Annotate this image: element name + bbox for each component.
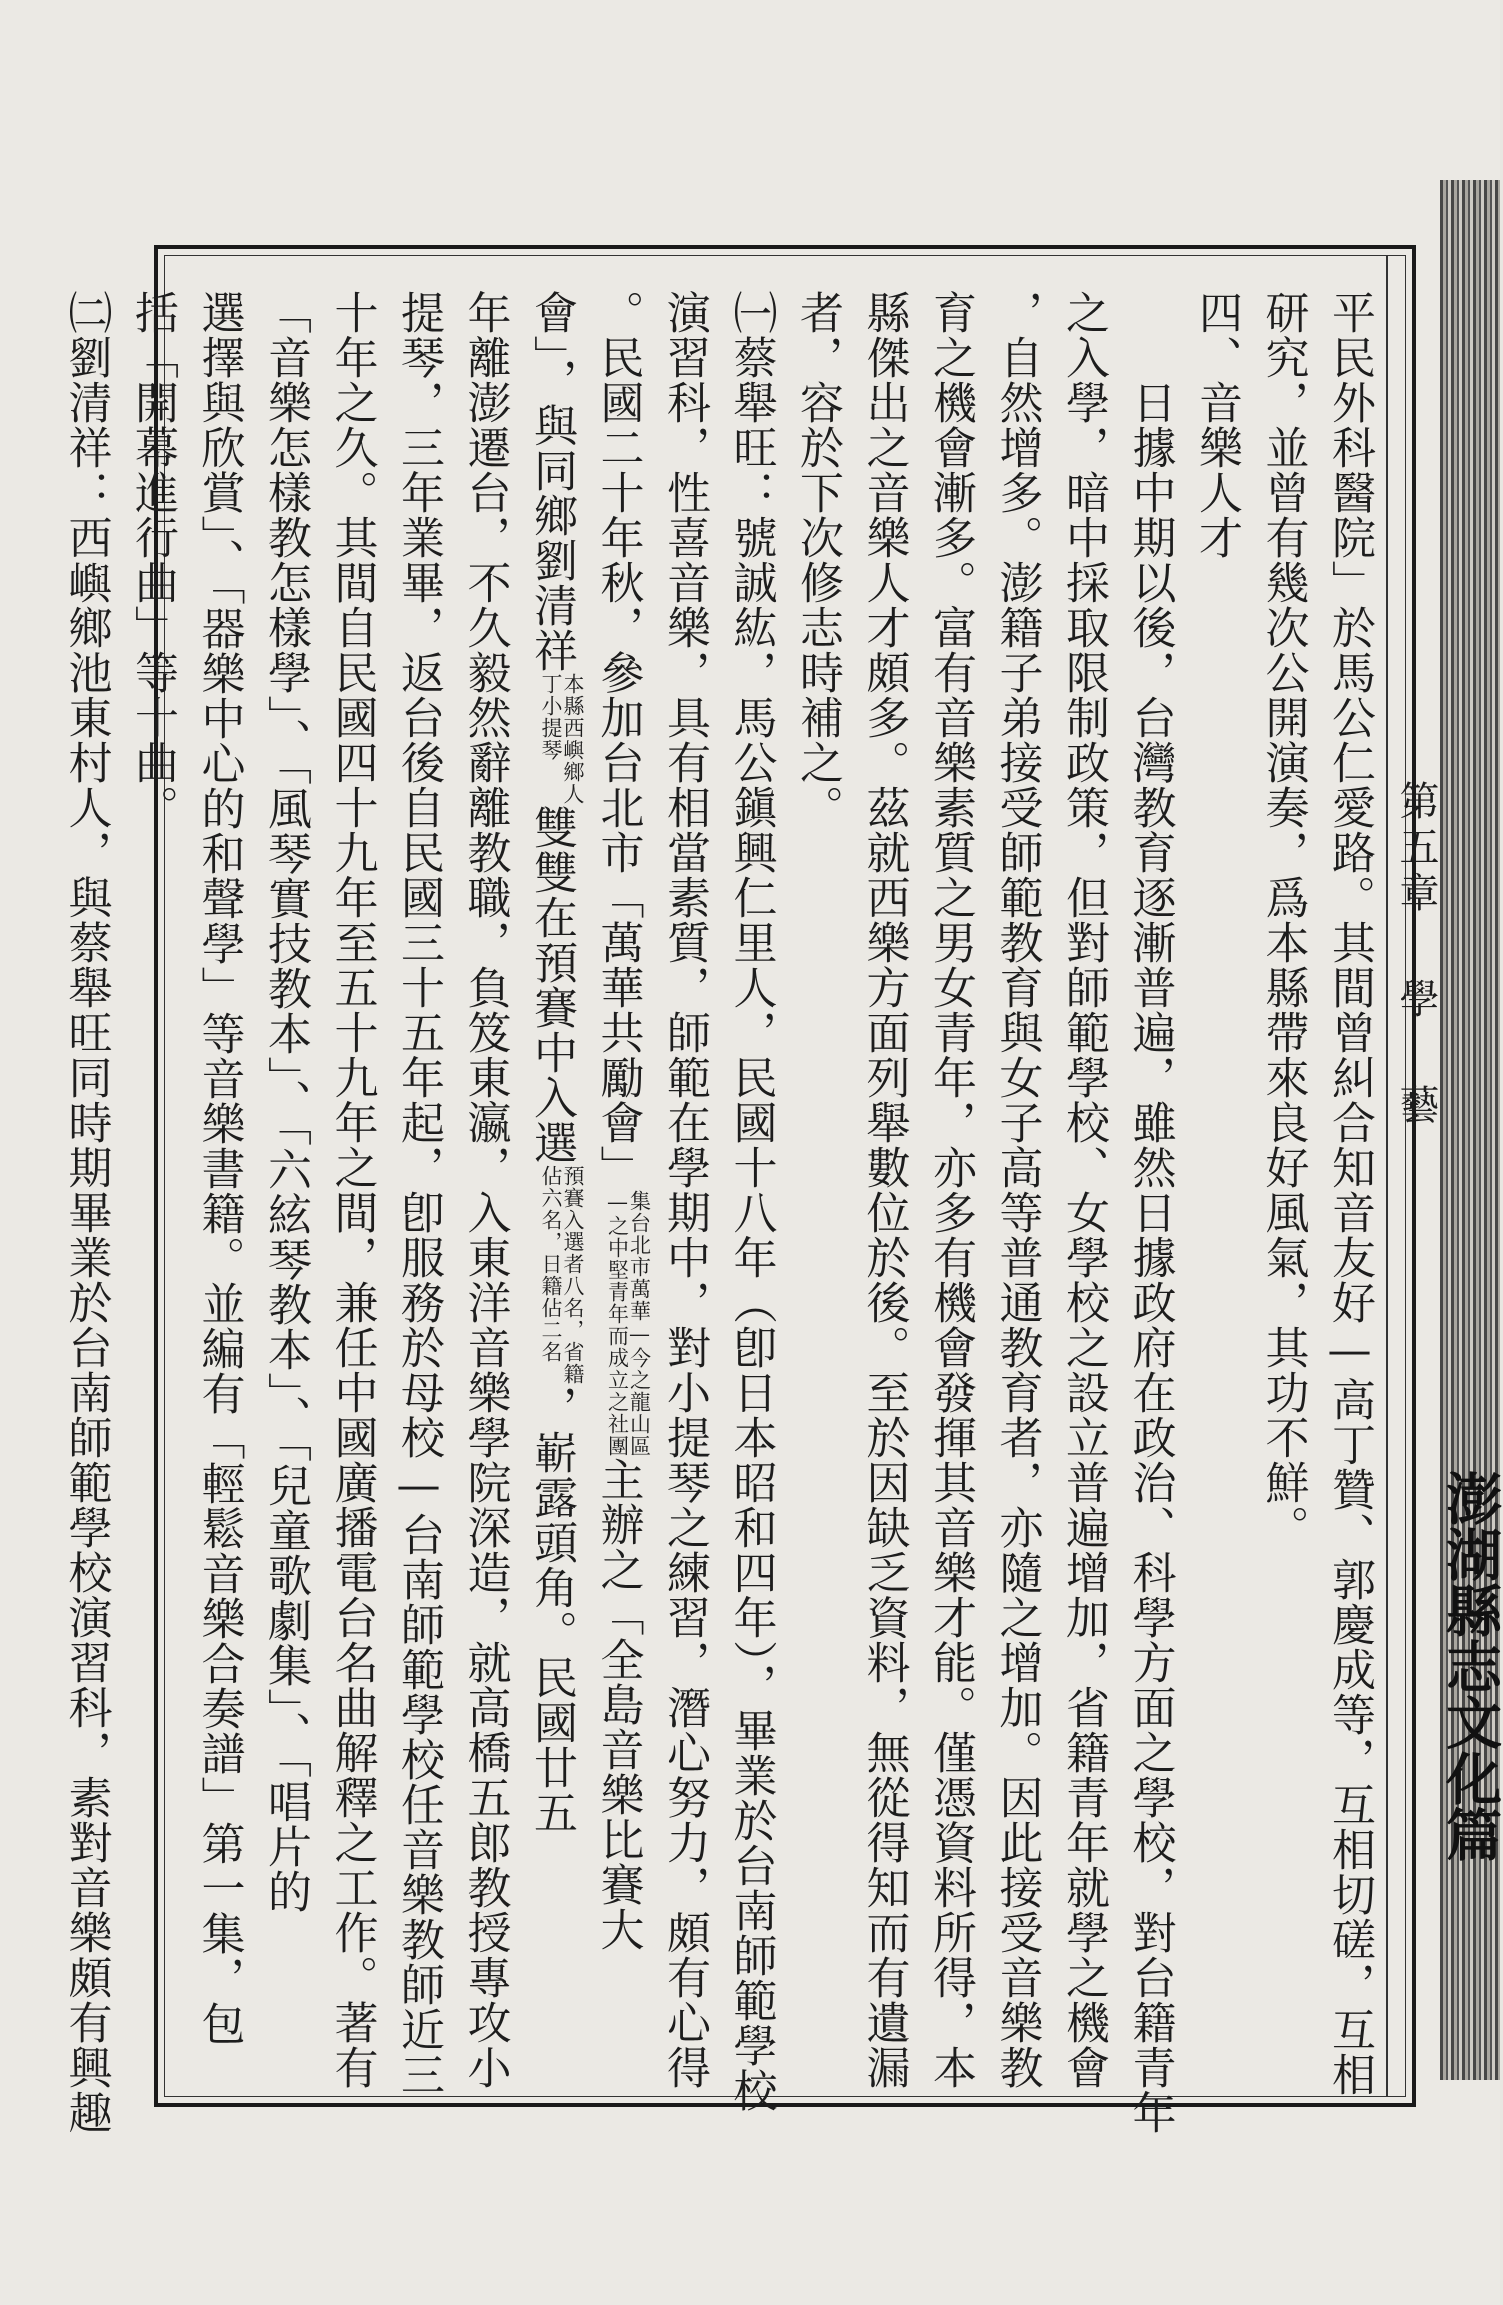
text-line (584, 290, 651, 2080)
annotation-note: 預賽入選者八名，省籍 佔六名，日籍佔二名 (539, 1165, 585, 1385)
text-line: 育之機會漸多。富有音樂素質之男女青年，亦多有機會發揮其音樂才能。僅憑資料所得，本 (925, 290, 976, 2090)
text-line (518, 290, 585, 2080)
text-line: 日據中期以後，台灣教育逐漸普遍，雖然日據政府在政治、科學方面之學校，對台籍青年 (1124, 290, 1176, 2135)
section-heading: 四、音樂人才 (1191, 290, 1242, 560)
header-rule (1386, 255, 1388, 2097)
chapter-label: 第五章 (1393, 780, 1439, 918)
text-segment: 主辦之「全島音樂比賽大 (592, 1457, 644, 1952)
text-segment: 。民國二十年秋，參加台北市「萬華共勵會」 (592, 290, 644, 1190)
text-line: 縣傑出之音樂人才頗多。茲就西樂方面列舉數位於後。至於因缺乏資料，無從得知而有遺漏 (858, 290, 910, 2090)
text-line: 者，容於下次修志時補之。 (792, 290, 843, 830)
text-line: 選擇與欣賞」、「器樂中心的和聲學」等音樂書籍。並編有「輕鬆音樂合奏譜」第一集，包 (193, 290, 245, 2046)
text-line: 演習科，性喜音樂，具有相當素質，師範在學期中，對小提琴之練習，潛心努力，頗有心得 (659, 290, 710, 2090)
text-line: 研究，並曾有幾次公開演奏，爲本縣帶來良好風氣，其功不鮮。 (1257, 290, 1309, 1550)
text-line: 提琴，三年業畢，返台後自民國三十五年起，卽服務於母校—台南師範學校任音樂教師近三 (393, 290, 444, 2097)
annotation-note: 本縣西嶼鄉人 丁小提琴 (539, 673, 585, 805)
text-line: ㈠蔡舉旺：號誠紘，馬公鎭興仁里人，民國十八年（卽日本昭和四年），畢業於台南師範學校 (725, 290, 777, 2113)
text-segment: 會」，與同鄉劉清祥 (526, 290, 577, 673)
text-line: 之入學，暗中採取限制政策，但對師範學校、女學校之設立普遍增加，省籍青年就學之機會 (1058, 290, 1109, 2090)
annotation-note: 集台北市萬華—今之龍山區 —之中堅青年而成立之社團 (605, 1190, 652, 1457)
text-line: 年離澎遷台，不久毅然辭離教職，負笈東瀛，入東洋音樂學院深造，就高橋五郎教授專攻小 (459, 290, 511, 2090)
section-char-b: 藝 (1393, 1084, 1439, 1130)
text-line: ㈡劉清祥：西嶼鄉池東村人，與蔡舉旺同時期畢業於台南師範學校演習科，素對音樂頗有興趣 (60, 290, 112, 2135)
section-char-a: 學 (1393, 978, 1439, 1024)
running-header (1392, 780, 1440, 1130)
text-line: 括「開幕進行曲」等十曲。 (127, 290, 178, 830)
book-title-fragment: 澎湖縣志文化篇 (1437, 1470, 1503, 1862)
body-text (60, 290, 1382, 2135)
text-line: ，自然增多。澎籍子弟接受師範教育與女子高等普通教育者，亦隨之增加。因此接受音樂教 (991, 290, 1043, 2090)
text-line: 十年之久。其間自民國四十九年至五十九年之間，兼任中國廣播電台名曲解釋之工作。著有 (326, 290, 378, 2090)
text-line: 「音樂怎樣教怎樣學」、「風琴實技教本」、「六絃琴教本」、「兒童歌劇集」、「唱片的 (260, 290, 311, 1914)
text-line: 平民外科醫院」於馬公仁愛路。其間曾糾合知音友好—高丁贊、郭慶成等，互相切磋，互相 (1324, 290, 1375, 2097)
text-segment: 雙雙在預賽中入選 (526, 805, 577, 1165)
text-segment: ，嶄露頭角。民國廿五 (526, 1385, 577, 1835)
